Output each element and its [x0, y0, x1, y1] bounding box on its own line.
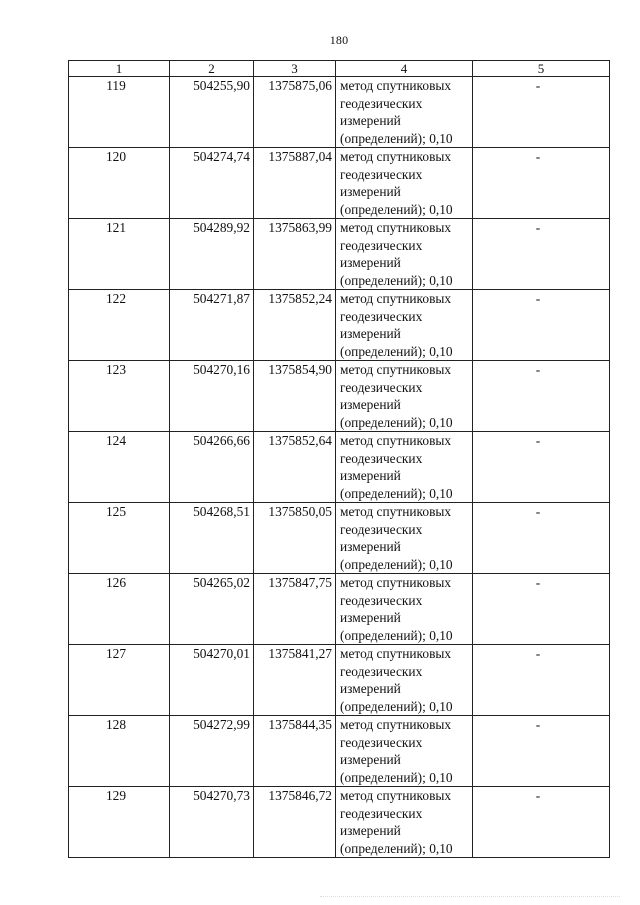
x-coordinate-cell: 504270,16 — [170, 361, 254, 432]
table-header — [69, 61, 610, 77]
point-number-cell: 128 — [69, 716, 170, 787]
note-cell: - — [473, 432, 610, 503]
method-cell: метод спутниковых геодезических измерений (определений); 0,10 — [336, 77, 473, 148]
table-row — [69, 645, 610, 716]
table-row — [69, 503, 610, 574]
coordinates-table — [68, 60, 610, 858]
note-cell: - — [473, 716, 610, 787]
note-cell: - — [473, 290, 610, 361]
x-coordinate-cell: 504289,92 — [170, 219, 254, 290]
x-coordinate-cell: 504272,99 — [170, 716, 254, 787]
method-cell: метод спутниковых геодезических измерений (определений); 0,10 — [336, 219, 473, 290]
column-header-1: 1 — [69, 61, 170, 77]
point-number-cell: 126 — [69, 574, 170, 645]
method-cell: метод спутниковых геодезических измерений (определений); 0,10 — [336, 432, 473, 503]
method-cell: метод спутниковых геодезических измерений (определений); 0,10 — [336, 574, 473, 645]
column-header-3: 3 — [254, 61, 336, 77]
x-coordinate-cell: 504265,02 — [170, 574, 254, 645]
table-row — [69, 148, 610, 219]
method-cell: метод спутниковых геодезических измерений (определений); 0,10 — [336, 148, 473, 219]
table-body — [69, 77, 610, 858]
table-row — [69, 574, 610, 645]
x-coordinate-cell: 504270,73 — [170, 787, 254, 858]
x-coordinate-cell: 504271,87 — [170, 290, 254, 361]
point-number-cell: 122 — [69, 290, 170, 361]
table-row — [69, 361, 610, 432]
note-cell: - — [473, 645, 610, 716]
note-cell: - — [473, 361, 610, 432]
note-cell: - — [473, 787, 610, 858]
method-cell: метод спутниковых геодезических измерений (определений); 0,10 — [336, 503, 473, 574]
table-row — [69, 77, 610, 148]
x-coordinate-cell: 504270,01 — [170, 645, 254, 716]
y-coordinate-cell: 1375875,06 — [254, 77, 336, 148]
point-number-cell: 120 — [69, 148, 170, 219]
x-coordinate-cell: 504266,66 — [170, 432, 254, 503]
x-coordinate-cell: 504255,90 — [170, 77, 254, 148]
table-row — [69, 716, 610, 787]
y-coordinate-cell: 1375847,75 — [254, 574, 336, 645]
column-header-2: 2 — [170, 61, 254, 77]
table-row — [69, 432, 610, 503]
table-row — [69, 290, 610, 361]
page-number: 180 — [329, 33, 349, 47]
point-number-cell: 119 — [69, 77, 170, 148]
table-row — [69, 787, 610, 858]
point-number-cell: 124 — [69, 432, 170, 503]
y-coordinate-cell: 1375887,04 — [254, 148, 336, 219]
y-coordinate-cell: 1375854,90 — [254, 361, 336, 432]
y-coordinate-cell: 1375863,99 — [254, 219, 336, 290]
y-coordinate-cell: 1375846,72 — [254, 787, 336, 858]
method-cell: метод спутниковых геодезических измерений (определений); 0,10 — [336, 645, 473, 716]
point-number-cell: 127 — [69, 645, 170, 716]
point-number-cell: 125 — [69, 503, 170, 574]
point-number-cell: 121 — [69, 219, 170, 290]
x-coordinate-cell: 504274,74 — [170, 148, 254, 219]
y-coordinate-cell: 1375852,24 — [254, 290, 336, 361]
column-header-4: 4 — [336, 61, 473, 77]
table-row — [69, 219, 610, 290]
y-coordinate-cell: 1375850,05 — [254, 503, 336, 574]
method-cell: метод спутниковых геодезических измерений (определений); 0,10 — [336, 787, 473, 858]
note-cell: - — [473, 219, 610, 290]
x-coordinate-cell: 504268,51 — [170, 503, 254, 574]
scan-artifact-line — [320, 896, 620, 899]
y-coordinate-cell: 1375844,35 — [254, 716, 336, 787]
column-header-5: 5 — [473, 61, 610, 77]
note-cell: - — [473, 148, 610, 219]
method-cell: метод спутниковых геодезических измерений (определений); 0,10 — [336, 716, 473, 787]
y-coordinate-cell: 1375852,64 — [254, 432, 336, 503]
point-number-cell: 123 — [69, 361, 170, 432]
method-cell: метод спутниковых геодезических измерений (определений); 0,10 — [336, 290, 473, 361]
point-number-cell: 129 — [69, 787, 170, 858]
y-coordinate-cell: 1375841,27 — [254, 645, 336, 716]
method-cell: метод спутниковых геодезических измерений (определений); 0,10 — [336, 361, 473, 432]
note-cell: - — [473, 77, 610, 148]
note-cell: - — [473, 503, 610, 574]
header-row — [69, 61, 610, 77]
note-cell: - — [473, 574, 610, 645]
